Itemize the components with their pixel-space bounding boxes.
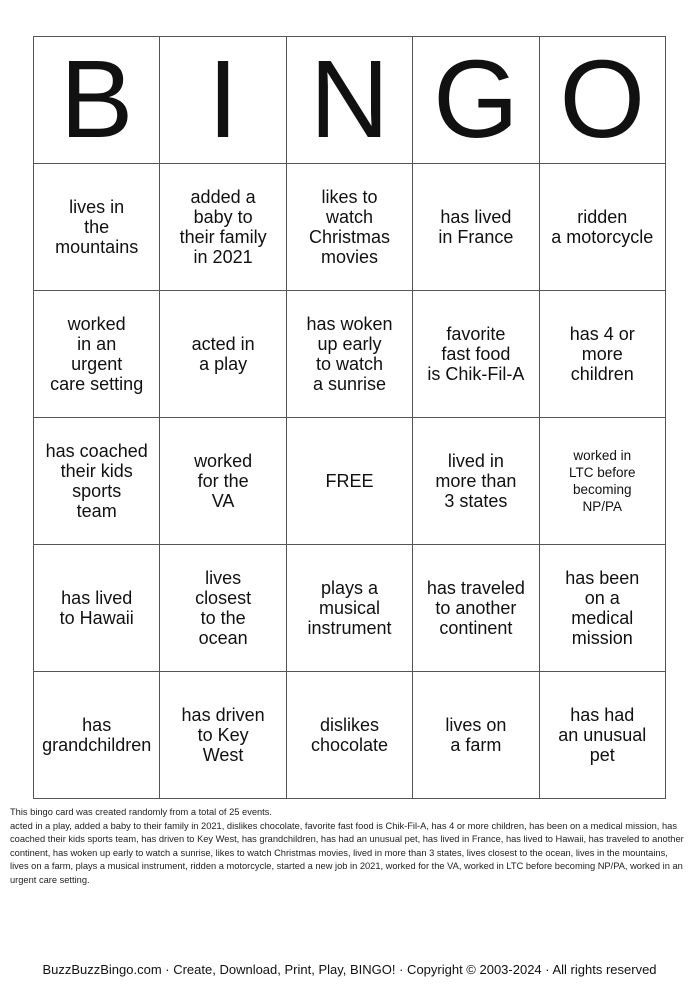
bingo-cell: has had an unusual pet: [539, 672, 665, 799]
bingo-card: [33, 36, 666, 799]
note-events: acted in a play, added a baby to their family in 2021, dislikes chocolate, favorite fast food is Chik-Fil-A, has 4 or more children, has been on a medical mission, has coached their kids sports team, has driven to Key West, has grandchildren, has had an unusual pet, has lived in France, has lived to Hawaii, has traveled to another continent, has woken up early to watch a sunrise, likes to watch Christmas movies, lived in more than 3 states, lives closest to the ocean, lives in the mountains, lives on a farm, plays a musical instrument, ridden a motorcycle, started a new job in 2021, worked for the VA, worked in LTC before becoming NP/PA, worked in an urgent care setting.: [10, 820, 684, 885]
bingo-cell: has been on a medical mission: [539, 545, 665, 672]
bingo-cell: has 4 or more children: [539, 291, 665, 418]
header-letter-n: N: [286, 37, 412, 164]
bingo-cell: lived in more than 3 states: [413, 418, 539, 545]
bingo-row: [34, 672, 666, 799]
header-letter-g: G: [413, 37, 539, 164]
bingo-row: [34, 291, 666, 418]
bingo-row: [34, 164, 666, 291]
bingo-cell: lives on a farm: [413, 672, 539, 799]
bingo-cell: worked in LTC before becoming NP/PA: [539, 418, 665, 545]
header-letter-o: O: [539, 37, 665, 164]
bingo-cell: has grandchildren: [34, 672, 160, 799]
note-intro: This bingo card was created randomly from a total of 25 events.: [10, 807, 272, 817]
bingo-cell: worked for the VA: [160, 418, 286, 545]
bingo-cell: added a baby to their family in 2021: [160, 164, 286, 291]
header-letter-b: B: [34, 37, 160, 164]
bingo-cell: plays a musical instrument: [286, 545, 412, 672]
event-list-note: [10, 806, 688, 887]
bingo-cell: has woken up early to watch a sunrise: [286, 291, 412, 418]
header-letter-i: I: [160, 37, 286, 164]
bingo-header-row: [34, 37, 666, 164]
bingo-cell: ridden a motorcycle: [539, 164, 665, 291]
bingo-cell: likes to watch Christmas movies: [286, 164, 412, 291]
bingo-cell: has driven to Key West: [160, 672, 286, 799]
bingo-cell: worked in an urgent care setting: [34, 291, 160, 418]
free-space-cell: FREE: [286, 418, 412, 545]
bingo-cell: lives in the mountains: [34, 164, 160, 291]
bingo-cell: acted in a play: [160, 291, 286, 418]
bingo-cell: has coached their kids sports team: [34, 418, 160, 545]
bingo-cell: has lived to Hawaii: [34, 545, 160, 672]
bingo-cell: has traveled to another continent: [413, 545, 539, 672]
bingo-row: [34, 545, 666, 672]
bingo-cell: has lived in France: [413, 164, 539, 291]
site-footer: BuzzBuzzBingo.com · Create, Download, Print, Play, BINGO! · Copyright © 2003-2024 · All rights reserved: [42, 962, 657, 977]
bingo-cell: favorite fast food is Chik-Fil-A: [413, 291, 539, 418]
bingo-cell: lives closest to the ocean: [160, 545, 286, 672]
bingo-cell: dislikes chocolate: [286, 672, 412, 799]
bingo-row: [34, 418, 666, 545]
